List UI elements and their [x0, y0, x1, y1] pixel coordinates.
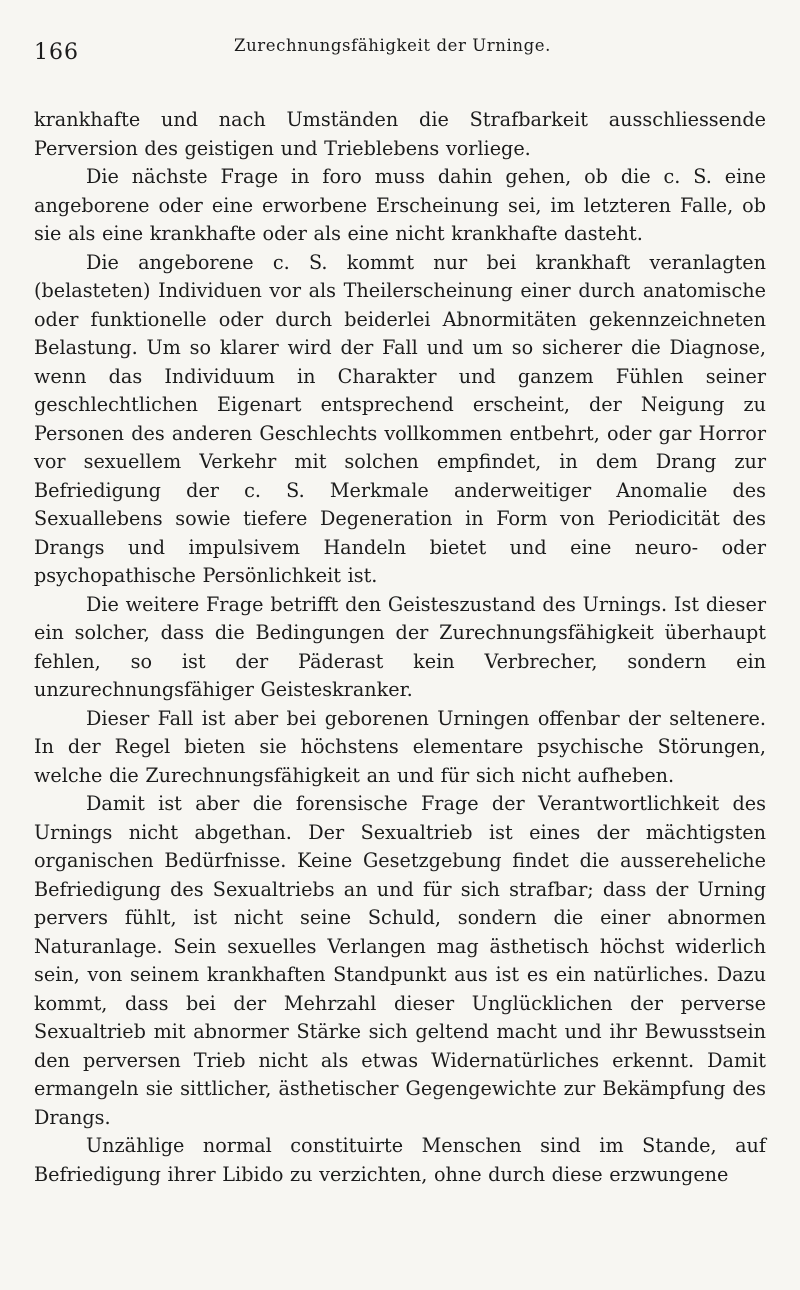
paragraph: Dieser Fall ist aber bei geborenen Urningen offenbar der seltenere. In der Regel bieten sie höchstens elementare psychische Störungen, welche die Zurechnungsfähigkeit an und für sich nicht aufheben.	[34, 706, 766, 787]
body-text	[34, 106, 766, 1189]
page-number: 166	[34, 40, 79, 65]
running-title: Zurechnungsfähigkeit der Urninge.	[234, 36, 552, 55]
paragraph: Die nächste Frage in foro muss dahin gehen, ob die c. S. eine angeborene oder eine erworbene Erscheinung sei, im letzteren Falle, ob sie als eine krankhafte oder als eine nicht krankhafte dasteht.	[34, 165, 766, 245]
paragraph: Die weitere Frage betrifft den Geisteszustand des Urnings. Ist dieser ein solcher, dass die Bedingungen der Zurechnungsfähigkeit überhaupt fehlen, so ist der Päderast kein Verbrecher, sondern ein unzurechnungsfähiger Geisteskranker.	[34, 592, 766, 701]
paragraph-continuation: krankhafte und nach Umständen die Strafbarkeit ausschliessende Perversion des geistigen und Trieblebens vorliege.	[34, 108, 766, 160]
running-head	[34, 28, 766, 68]
paragraph: Damit ist aber die forensische Frage der Verantwortlichkeit des Urnings nicht abgethan. Der Sexualtrieb ist eines der mächtigsten organischen Bedürfnisse. Keine Gesetzgebung findet die aussereheliche Befriedigung des Sexualtriebs an und für sich strafbar; dass der Urning pervers fühlt, ist nicht seine Schuld, sondern die einer abnormen Naturanlage. Sein sexuelles Verlangen mag ästhetisch höchst widerlich sein, von seinem krankhaften Standpunkt aus ist es ein natürliches. Dazu kommt, dass bei der Mehrzahl dieser Unglücklichen der perverse Sexualtrieb mit abnormer Stärke sich geltend macht und ihr Bewusstsein den perversen Trieb nicht als etwas Widernatürliches erkennt. Damit ermangeln sie sittlicher, ästhetischer Gegengewichte zur Bekämpfung des Drangs.	[34, 792, 766, 1129]
book-page	[34, 28, 766, 1189]
paragraph: Unzählige normal constituirte Menschen sind im Stande, auf Befriedigung ihrer Libido zu verzichten, ohne durch diese erzwungene	[34, 1134, 766, 1186]
paragraph: Die angeborene c. S. kommt nur bei krankhaft veranlagten (belasteten) Individuen vor als Theilerscheinung einer durch anatomische oder funktionelle oder durch beiderlei Abnormitäten gekennzeichneten Belastung. Um so klarer wird der Fall und um so sicherer die Diagnose, wenn das Individuum in Charakter und ganzem Fühlen seiner geschlechtlichen Eigenart entsprechend erscheint, der Neigung zu Personen des anderen Geschlechts vollkommen entbehrt, oder gar Horror vor sexuellem Verkehr mit solchen empfindet, in dem Drang zur Befriedigung der c. S. Merkmale anderweitiger Anomalie des Sexuallebens sowie tiefere Degeneration in Form von Periodicität des Drangs und impulsivem Handeln bietet und eine neuro- oder psychopathische Persönlichkeit ist.	[34, 250, 766, 587]
